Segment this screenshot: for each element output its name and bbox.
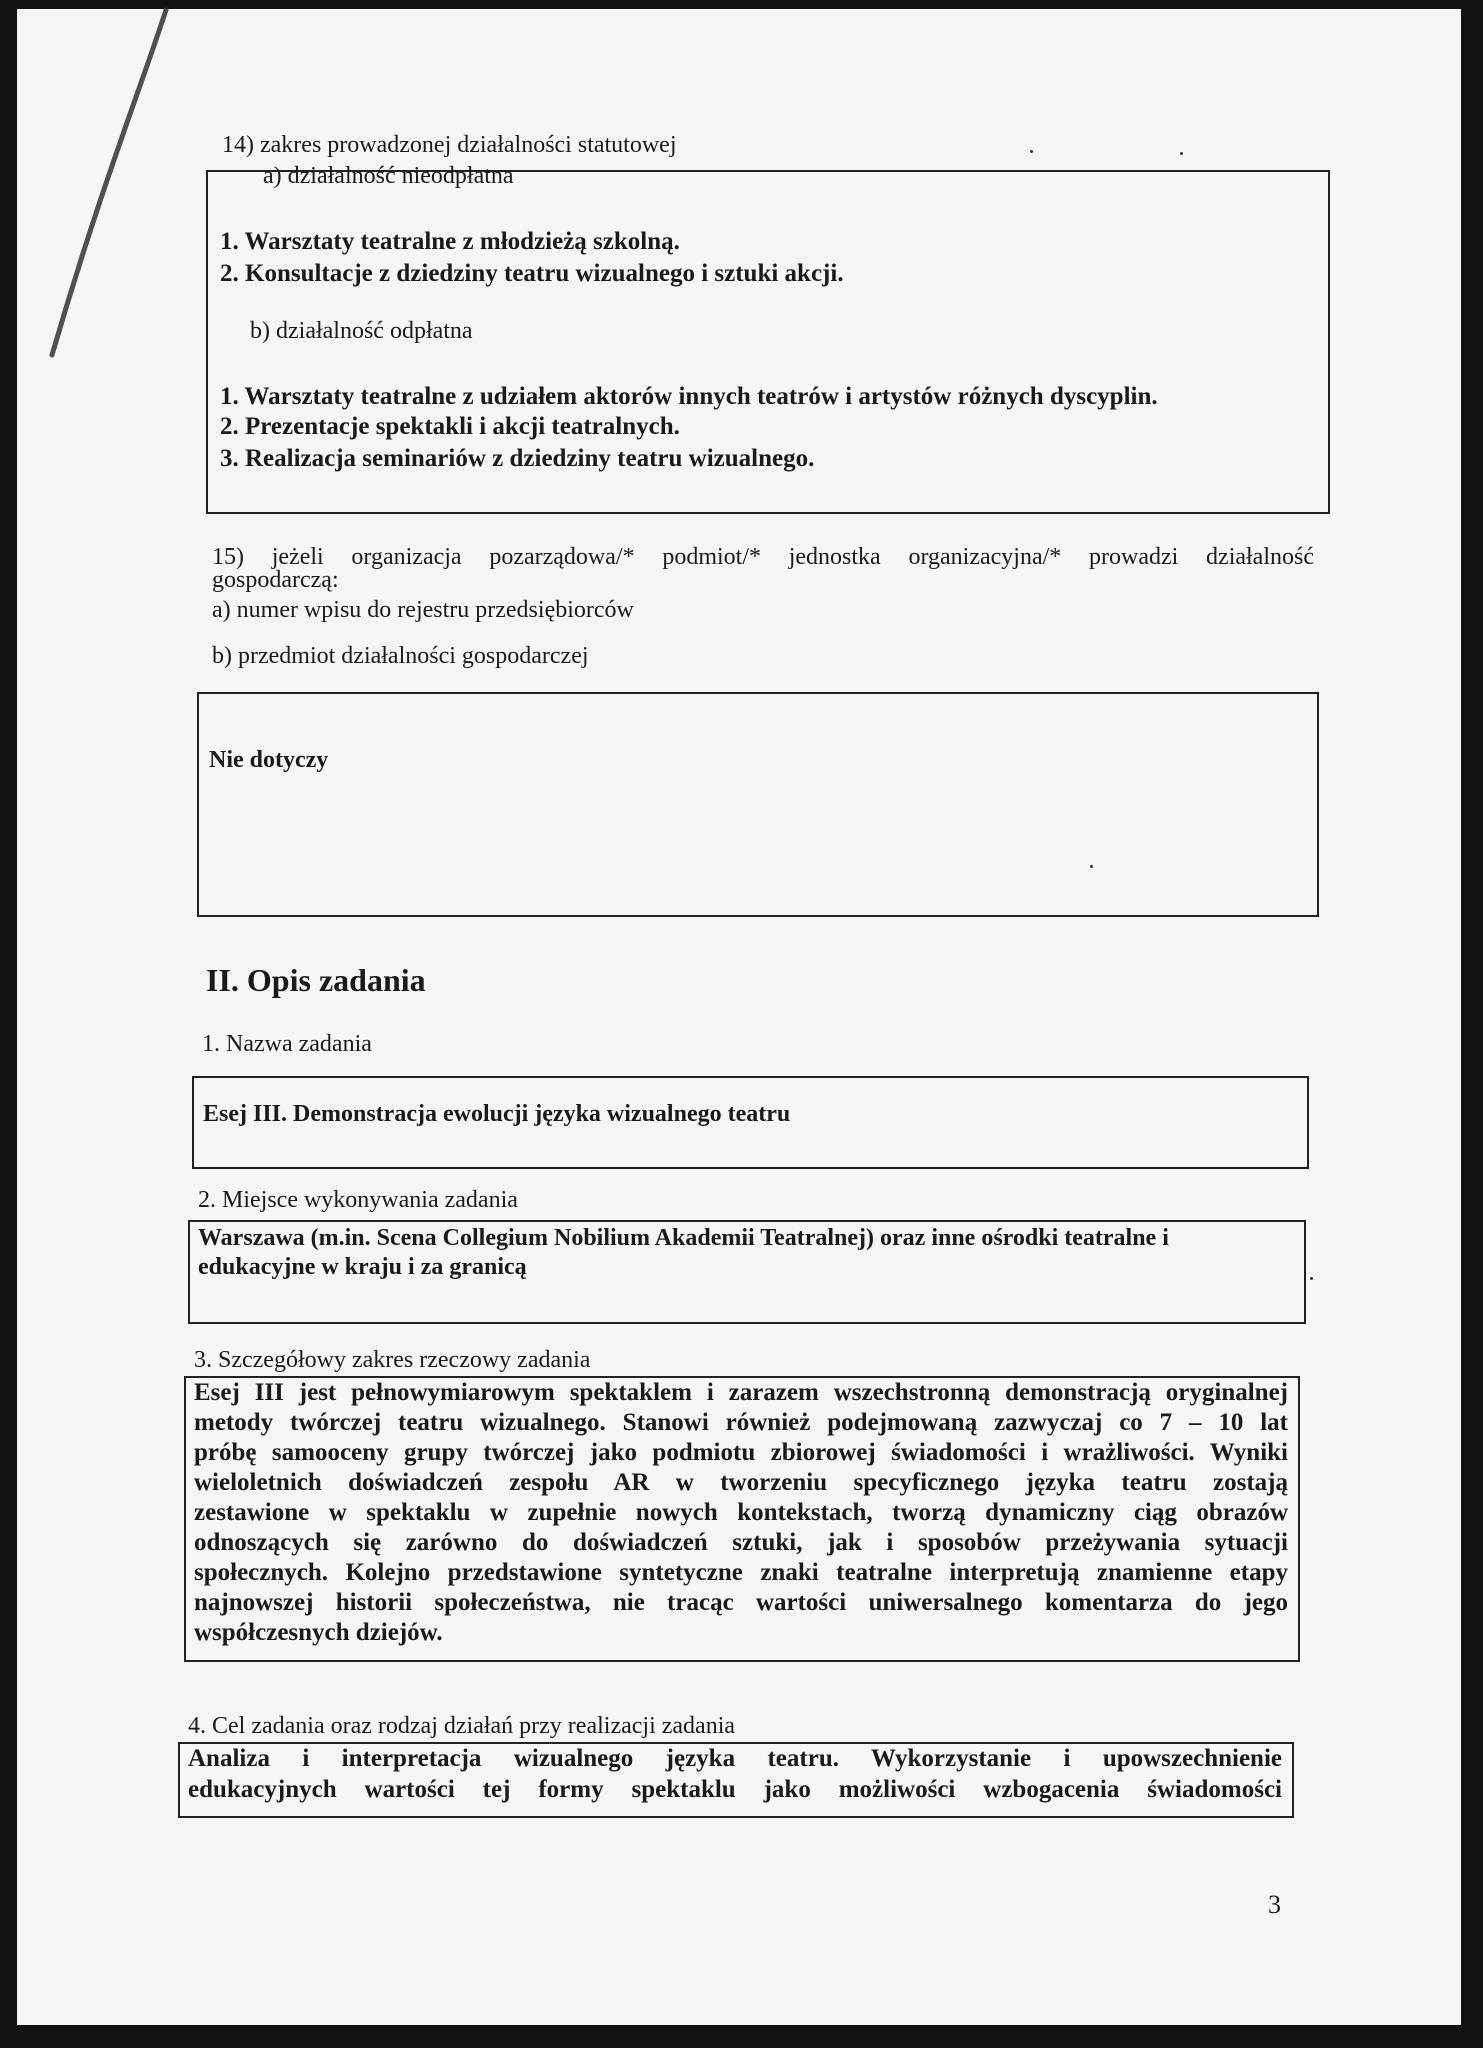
pen-stroke-mark (0, 0, 200, 380)
section-15-box (197, 692, 1319, 917)
section-14-a-label: a) działalność nieodpłatna (263, 163, 514, 189)
q3-line: najnowszej historii społeczeństwa, nie tracąc wartości uniwersalnego komentarza do jego (194, 1589, 1288, 1616)
scan-speck (1180, 152, 1183, 155)
section-14-b-label: b) działalność odpłatna (250, 318, 473, 344)
q2-box (188, 1220, 1306, 1324)
section-14-b-item: 1. Warsztaty teatralne z udziałem aktorów innych teatrów i artystów różnych dyscyplin. (220, 383, 1158, 410)
q1-label: 1. Nazwa zadania (202, 1031, 372, 1057)
part-2-heading: II. Opis zadania (206, 962, 426, 998)
q3-line: zestawione w spektaklu w zupełnie nowych kontekstach, tworzą dynamiczny ciąg obrazów (194, 1499, 1288, 1526)
section-15-a-label: a) numer wpisu do rejestru przedsiębiorców (212, 597, 634, 623)
q3-line: wieloletnich doświadczeń zespołu AR w tworzeniu specyficznego języka teatru zostają (194, 1469, 1288, 1496)
q3-label: 3. Szczegółowy zakres rzeczowy zadania (194, 1347, 591, 1373)
scan-speck (1310, 1277, 1313, 1280)
q4-line: Analiza i interpretacja wizualnego języka teatru. Wykorzystanie i upowszechnienie (188, 1745, 1282, 1772)
q4-box (178, 1742, 1294, 1818)
section-14-a-item: 1. Warsztaty teatralne z młodzieżą szkolną. (220, 228, 680, 255)
section-14-a-item: 2. Konsultacje z dziedziny teatru wizualnego i sztuki akcji. (220, 260, 844, 287)
q2-line: edukacyjne w kraju i za granicą (198, 1254, 527, 1280)
q3-line: Esej III jest pełnowymiarowym spektaklem i zarazem wszechstronną demonstracją oryginalnej (194, 1379, 1288, 1406)
scan-speck (1090, 865, 1093, 868)
q3-line: metody twórczej teatru wizualnego. Stanowi również podejmowaną zazwyczaj co 7 – 10 lat (194, 1409, 1288, 1436)
q3-line: współczesnych dziejów. (194, 1619, 443, 1646)
scan-speck (1030, 150, 1033, 153)
q3-line: odnoszących się zarówno do doświadczeń sztuki, jak i sposobów przeżywania sytuacji (194, 1529, 1288, 1556)
q3-line: społecznych. Kolejno przedstawione syntetyczne znaki teatralne interpretują znamienne etapy (194, 1559, 1288, 1586)
section-15-label-line2: gospodarczą: (212, 567, 339, 593)
section-14-b-item: 2. Prezentacje spektakli i akcji teatralnych. (220, 413, 680, 440)
q4-line: edukacyjnych wartości tej formy spektaklu jako możliwości wzbogacenia świadomości (188, 1776, 1282, 1803)
q3-line: próbę samooceny grupy twórczej jako podmiotu zbiorowej świadomości i wrażliwości. Wyniki (194, 1439, 1288, 1466)
section-14-box (206, 163, 1330, 514)
section-14-b-item: 3. Realizacja seminariów z dziedziny teatru wizualnego. (220, 445, 815, 472)
section-15-b-label: b) przedmiot działalności gospodarczej (212, 643, 589, 669)
q4-label: 4. Cel zadania oraz rodzaj działań przy realizacji zadania (188, 1713, 736, 1739)
section-15-label-line1: 15) jeżeli organizacja pozarządowa/* podmiot/* jednostka organizacyjna/* prowadzi działalność (212, 544, 1314, 570)
q2-label: 2. Miejsce wykonywania zadania (198, 1187, 518, 1213)
q3-box (184, 1376, 1300, 1662)
section-14-label: 14) zakres prowadzonej działalności statutowej (222, 132, 677, 158)
q1-box (192, 1076, 1309, 1169)
section-15-value: Nie dotyczy (209, 747, 329, 773)
page-number: 3 (1268, 1890, 1281, 1919)
q1-value: Esej III. Demonstracja ewolucji języka wizualnego teatru (203, 1101, 791, 1127)
q2-line: Warszawa (m.in. Scena Collegium Nobilium Akademii Teatralnej) oraz inne ośrodki teatralne i (198, 1225, 1169, 1251)
